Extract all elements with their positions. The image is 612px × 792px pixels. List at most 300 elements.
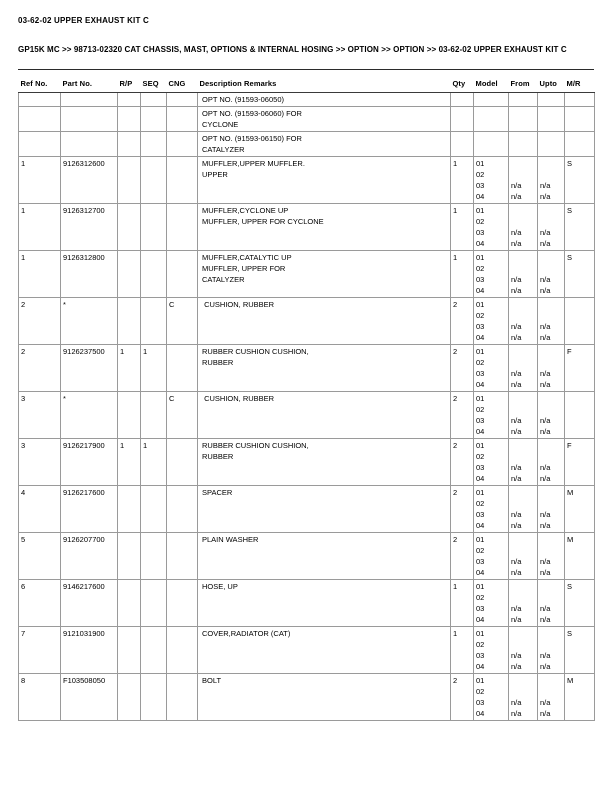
upto-cell-line: n/a bbox=[540, 368, 551, 378]
from-cell-line bbox=[511, 169, 535, 180]
from-cell-line bbox=[511, 639, 535, 650]
upto-cell-line bbox=[540, 628, 562, 639]
cng-cell bbox=[167, 626, 198, 673]
qty-cell: 2 bbox=[451, 438, 474, 485]
model-cell-line: 01 bbox=[476, 393, 485, 403]
model-cell-line: 04 bbox=[476, 520, 485, 530]
upto-cell-line bbox=[540, 346, 562, 357]
description-cell-line: CATALYZER bbox=[202, 274, 245, 284]
ref-no-cell: 6 bbox=[19, 579, 61, 626]
from-cell-line bbox=[511, 346, 535, 357]
part-no-cell: * bbox=[61, 391, 118, 438]
cng-cell bbox=[167, 344, 198, 391]
description-cell bbox=[198, 156, 451, 203]
qty-cell: 2 bbox=[451, 344, 474, 391]
seq-cell bbox=[141, 92, 167, 106]
rp-cell bbox=[118, 673, 141, 720]
table-row bbox=[19, 92, 595, 106]
model-cell-line: 01 bbox=[476, 440, 485, 450]
from-cell bbox=[509, 131, 538, 156]
model-cell-line: 02 bbox=[476, 404, 485, 414]
rp-cell bbox=[118, 203, 141, 250]
description-cell-line: CYCLONE bbox=[202, 119, 239, 129]
table-header-row bbox=[19, 70, 595, 93]
model-cell bbox=[474, 626, 509, 673]
cng-cell bbox=[167, 673, 198, 720]
column-header: Model bbox=[474, 70, 509, 93]
model-cell bbox=[474, 485, 509, 532]
part-no-cell: 9126217900 bbox=[61, 438, 118, 485]
cng-cell: C bbox=[167, 391, 198, 438]
from-cell-line bbox=[511, 592, 535, 603]
model-cell bbox=[474, 391, 509, 438]
model-cell bbox=[474, 297, 509, 344]
model-cell-line: 04 bbox=[476, 426, 485, 436]
qty-cell bbox=[451, 106, 474, 131]
qty-cell bbox=[451, 131, 474, 156]
description-cell-line: COVER,RADIATOR (CAT) bbox=[202, 628, 291, 638]
mr-cell: M bbox=[565, 485, 595, 532]
upto-cell-line: n/a bbox=[540, 462, 551, 472]
part-no-cell: 9126312800 bbox=[61, 250, 118, 297]
upto-cell-line bbox=[540, 451, 562, 462]
mr-cell bbox=[565, 297, 595, 344]
description-cell-line: UPPER bbox=[202, 169, 228, 179]
seq-cell: 1 bbox=[141, 438, 167, 485]
from-cell bbox=[509, 156, 538, 203]
model-cell-line: 03 bbox=[476, 697, 485, 707]
ref-no-cell: 1 bbox=[19, 250, 61, 297]
description-cell bbox=[198, 391, 451, 438]
mr-cell bbox=[565, 131, 595, 156]
model-cell-line: 01 bbox=[476, 628, 485, 638]
rp-cell bbox=[118, 297, 141, 344]
ref-no-cell bbox=[19, 131, 61, 156]
mr-cell: S bbox=[565, 250, 595, 297]
column-header: CNG bbox=[167, 70, 198, 93]
rp-cell bbox=[118, 106, 141, 131]
model-cell-line: 02 bbox=[476, 451, 485, 461]
from-cell-line bbox=[511, 545, 535, 556]
upto-cell-line: n/a bbox=[540, 227, 551, 237]
model-cell-line: 01 bbox=[476, 581, 485, 591]
from-cell bbox=[509, 92, 538, 106]
mr-cell: S bbox=[565, 203, 595, 250]
seq-cell bbox=[141, 532, 167, 579]
part-no-cell: F103508050 bbox=[61, 673, 118, 720]
mr-cell bbox=[565, 106, 595, 131]
from-cell-line: n/a bbox=[511, 379, 522, 389]
model-cell-line: 02 bbox=[476, 545, 485, 555]
seq-cell bbox=[141, 250, 167, 297]
from-cell-line: n/a bbox=[511, 661, 522, 671]
description-cell-line: BOLT bbox=[202, 675, 222, 685]
parts-table-body bbox=[19, 92, 595, 720]
upto-cell-line bbox=[540, 534, 562, 545]
description-cell bbox=[198, 579, 451, 626]
upto-cell-line: n/a bbox=[540, 509, 551, 519]
description-cell bbox=[198, 92, 451, 106]
rp-cell bbox=[118, 579, 141, 626]
part-no-cell: 9146217600 bbox=[61, 579, 118, 626]
qty-cell: 1 bbox=[451, 626, 474, 673]
from-cell-line bbox=[511, 263, 535, 274]
upto-cell bbox=[538, 438, 565, 485]
upto-cell-line bbox=[540, 639, 562, 650]
description-cell-line: CUSHION, RUBBER bbox=[202, 393, 275, 403]
mr-cell: F bbox=[565, 344, 595, 391]
model-cell-line: 03 bbox=[476, 556, 485, 566]
rp-cell bbox=[118, 250, 141, 297]
qty-cell: 2 bbox=[451, 532, 474, 579]
model-cell-line: 02 bbox=[476, 639, 485, 649]
mr-cell: F bbox=[565, 438, 595, 485]
description-cell-line: OPT NO. (91593-06050) bbox=[202, 94, 284, 104]
seq-cell bbox=[141, 203, 167, 250]
model-cell-line: 01 bbox=[476, 158, 485, 168]
ref-no-cell: 4 bbox=[19, 485, 61, 532]
from-cell-line: n/a bbox=[511, 697, 522, 707]
model-cell-line: 04 bbox=[476, 708, 485, 718]
table-row bbox=[19, 673, 595, 720]
from-cell-line bbox=[511, 451, 535, 462]
breadcrumb: GP15K MC >> 98713-02320 CAT CHASSIS, MAST, OPTIONS & INTERNAL HOSING >> OPTION >> OPTION >> 03-62-02 UPPER EXHAUST KIT C bbox=[18, 45, 567, 54]
description-cell-line: MUFFLER,CYCLONE UP bbox=[202, 205, 289, 215]
seq-cell bbox=[141, 673, 167, 720]
table-row bbox=[19, 438, 595, 485]
model-cell-line: 03 bbox=[476, 509, 485, 519]
description-cell-line: CATALYZER bbox=[202, 144, 245, 154]
upto-cell-line bbox=[540, 310, 562, 321]
description-cell-line: MUFFLER, UPPER FOR CYCLONE bbox=[202, 216, 324, 226]
seq-cell: 1 bbox=[141, 344, 167, 391]
upto-cell bbox=[538, 626, 565, 673]
from-cell-line bbox=[511, 581, 535, 592]
seq-cell bbox=[141, 626, 167, 673]
upto-cell-line: n/a bbox=[540, 614, 551, 624]
description-cell-line: MUFFLER,UPPER MUFFLER. bbox=[202, 158, 305, 168]
model-cell bbox=[474, 344, 509, 391]
from-cell bbox=[509, 579, 538, 626]
from-cell-line bbox=[511, 498, 535, 509]
model-cell-line: 01 bbox=[476, 487, 485, 497]
model-cell-line: 04 bbox=[476, 191, 485, 201]
model-cell-line: 01 bbox=[476, 252, 485, 262]
model-cell bbox=[474, 92, 509, 106]
model-cell-line: 03 bbox=[476, 180, 485, 190]
description-cell-line: RUBBER CUSHION CUSHION, bbox=[202, 440, 309, 450]
model-cell-line: 01 bbox=[476, 205, 485, 215]
model-cell-line: 04 bbox=[476, 661, 485, 671]
description-cell-line: SPACER bbox=[202, 487, 233, 497]
model-cell-line: 01 bbox=[476, 299, 485, 309]
column-header: Upto bbox=[538, 70, 565, 93]
model-cell-line: 02 bbox=[476, 592, 485, 602]
from-cell-line bbox=[511, 357, 535, 368]
model-cell-line: 02 bbox=[476, 216, 485, 226]
rp-cell bbox=[118, 485, 141, 532]
part-no-cell: 9126217600 bbox=[61, 485, 118, 532]
model-cell-line: 04 bbox=[476, 238, 485, 248]
table-row bbox=[19, 626, 595, 673]
from-cell-line bbox=[511, 205, 535, 216]
description-cell-line: MUFFLER, UPPER FOR bbox=[202, 263, 286, 273]
upto-cell bbox=[538, 485, 565, 532]
upto-cell-line bbox=[540, 487, 562, 498]
model-cell-line: 03 bbox=[476, 274, 485, 284]
cng-cell bbox=[167, 438, 198, 485]
from-cell bbox=[509, 532, 538, 579]
description-cell bbox=[198, 485, 451, 532]
model-cell-line: 01 bbox=[476, 346, 485, 356]
upto-cell-line bbox=[540, 299, 562, 310]
description-cell-line: RUBBER bbox=[202, 357, 234, 367]
table-row bbox=[19, 485, 595, 532]
upto-cell bbox=[538, 106, 565, 131]
upto-cell-line bbox=[540, 169, 562, 180]
upto-cell-line: n/a bbox=[540, 191, 551, 201]
cng-cell bbox=[167, 156, 198, 203]
ref-no-cell: 8 bbox=[19, 673, 61, 720]
from-cell-line: n/a bbox=[511, 650, 522, 660]
from-cell bbox=[509, 626, 538, 673]
upto-cell-line: n/a bbox=[540, 650, 551, 660]
upto-cell-line bbox=[540, 404, 562, 415]
cng-cell bbox=[167, 532, 198, 579]
upto-cell-line: n/a bbox=[540, 708, 551, 718]
column-header: Description Remarks bbox=[198, 70, 451, 93]
model-cell-line: 02 bbox=[476, 357, 485, 367]
rp-cell bbox=[118, 92, 141, 106]
upto-cell-line: n/a bbox=[540, 415, 551, 425]
column-header: M/R bbox=[565, 70, 595, 93]
from-cell-line: n/a bbox=[511, 509, 522, 519]
upto-cell-line bbox=[540, 216, 562, 227]
from-cell-line: n/a bbox=[511, 556, 522, 566]
mr-cell: S bbox=[565, 156, 595, 203]
upto-cell bbox=[538, 131, 565, 156]
cng-cell bbox=[167, 579, 198, 626]
model-cell-line: 04 bbox=[476, 567, 485, 577]
part-no-cell: 9121031900 bbox=[61, 626, 118, 673]
from-cell-line: n/a bbox=[511, 473, 522, 483]
from-cell-line: n/a bbox=[511, 614, 522, 624]
mr-cell bbox=[565, 391, 595, 438]
upto-cell-line: n/a bbox=[540, 520, 551, 530]
rp-cell bbox=[118, 391, 141, 438]
model-cell bbox=[474, 156, 509, 203]
mr-cell: M bbox=[565, 673, 595, 720]
model-cell-line: 03 bbox=[476, 603, 485, 613]
table-row bbox=[19, 250, 595, 297]
qty-cell: 2 bbox=[451, 485, 474, 532]
from-cell bbox=[509, 344, 538, 391]
description-cell-line: PLAIN WASHER bbox=[202, 534, 259, 544]
qty-cell: 1 bbox=[451, 156, 474, 203]
from-cell bbox=[509, 391, 538, 438]
description-cell bbox=[198, 250, 451, 297]
upto-cell-line bbox=[540, 498, 562, 509]
upto-cell-line: n/a bbox=[540, 321, 551, 331]
rp-cell: 1 bbox=[118, 438, 141, 485]
from-cell-line: n/a bbox=[511, 227, 522, 237]
cng-cell bbox=[167, 250, 198, 297]
from-cell-line: n/a bbox=[511, 520, 522, 530]
model-cell-line: 02 bbox=[476, 263, 485, 273]
page-title: 03-62-02 UPPER EXHAUST KIT C bbox=[18, 16, 149, 25]
description-cell bbox=[198, 297, 451, 344]
table-row bbox=[19, 156, 595, 203]
upto-cell-line bbox=[540, 581, 562, 592]
from-cell-line: n/a bbox=[511, 603, 522, 613]
from-cell-line: n/a bbox=[511, 368, 522, 378]
description-cell bbox=[198, 438, 451, 485]
from-cell-line bbox=[511, 686, 535, 697]
from-cell bbox=[509, 673, 538, 720]
from-cell-line bbox=[511, 158, 535, 169]
ref-no-cell bbox=[19, 92, 61, 106]
upto-cell bbox=[538, 203, 565, 250]
description-cell-line: OPT NO. (91593-06150) FOR bbox=[202, 133, 302, 143]
upto-cell-line: n/a bbox=[540, 180, 551, 190]
from-cell-line bbox=[511, 628, 535, 639]
parts-table bbox=[18, 70, 595, 721]
part-no-cell: 9126312600 bbox=[61, 156, 118, 203]
seq-cell bbox=[141, 579, 167, 626]
from-cell-line bbox=[511, 252, 535, 263]
model-cell bbox=[474, 250, 509, 297]
model-cell bbox=[474, 106, 509, 131]
cng-cell bbox=[167, 131, 198, 156]
seq-cell bbox=[141, 485, 167, 532]
from-cell-line bbox=[511, 487, 535, 498]
model-cell-line: 02 bbox=[476, 169, 485, 179]
description-cell bbox=[198, 344, 451, 391]
table-row bbox=[19, 297, 595, 344]
rp-cell bbox=[118, 532, 141, 579]
description-cell-line: RUBBER bbox=[202, 451, 234, 461]
qty-cell: 1 bbox=[451, 579, 474, 626]
from-cell-line: n/a bbox=[511, 426, 522, 436]
upto-cell-line bbox=[540, 592, 562, 603]
description-cell-line: OPT NO. (91593-06060) FOR bbox=[202, 108, 302, 118]
part-no-cell bbox=[61, 131, 118, 156]
upto-cell-line: n/a bbox=[540, 567, 551, 577]
column-header: Part No. bbox=[61, 70, 118, 93]
description-cell bbox=[198, 673, 451, 720]
upto-cell-line: n/a bbox=[540, 473, 551, 483]
ref-no-cell: 2 bbox=[19, 297, 61, 344]
upto-cell-line bbox=[540, 357, 562, 368]
part-no-cell: 9126312700 bbox=[61, 203, 118, 250]
model-cell-line: 03 bbox=[476, 462, 485, 472]
description-cell-line: RUBBER CUSHION CUSHION, bbox=[202, 346, 309, 356]
seq-cell bbox=[141, 106, 167, 131]
from-cell bbox=[509, 250, 538, 297]
upto-cell-line: n/a bbox=[540, 556, 551, 566]
from-cell bbox=[509, 438, 538, 485]
mr-cell: S bbox=[565, 626, 595, 673]
rp-cell: 1 bbox=[118, 344, 141, 391]
cng-cell bbox=[167, 106, 198, 131]
upto-cell bbox=[538, 344, 565, 391]
upto-cell-line bbox=[540, 440, 562, 451]
model-cell-line: 03 bbox=[476, 368, 485, 378]
from-cell-line bbox=[511, 299, 535, 310]
ref-no-cell: 7 bbox=[19, 626, 61, 673]
from-cell-line: n/a bbox=[511, 238, 522, 248]
from-cell-line bbox=[511, 310, 535, 321]
part-no-cell: 9126237500 bbox=[61, 344, 118, 391]
upto-cell bbox=[538, 92, 565, 106]
model-cell-line: 03 bbox=[476, 227, 485, 237]
mr-cell: S bbox=[565, 579, 595, 626]
model-cell bbox=[474, 203, 509, 250]
ref-no-cell: 3 bbox=[19, 391, 61, 438]
upto-cell bbox=[538, 250, 565, 297]
qty-cell: 1 bbox=[451, 250, 474, 297]
table-row bbox=[19, 106, 595, 131]
rp-cell bbox=[118, 156, 141, 203]
model-cell-line: 02 bbox=[476, 686, 485, 696]
model-cell-line: 01 bbox=[476, 534, 485, 544]
from-cell-line: n/a bbox=[511, 180, 522, 190]
column-header: R/P bbox=[118, 70, 141, 93]
model-cell-line: 04 bbox=[476, 332, 485, 342]
cng-cell bbox=[167, 92, 198, 106]
description-cell bbox=[198, 532, 451, 579]
table-row bbox=[19, 131, 595, 156]
model-cell-line: 01 bbox=[476, 675, 485, 685]
upto-cell bbox=[538, 391, 565, 438]
description-cell-line: HOSE, UP bbox=[202, 581, 238, 591]
column-header: From bbox=[509, 70, 538, 93]
ref-no-cell: 3 bbox=[19, 438, 61, 485]
from-cell-line: n/a bbox=[511, 191, 522, 201]
column-header: SEQ bbox=[141, 70, 167, 93]
upto-cell-line: n/a bbox=[540, 426, 551, 436]
upto-cell-line bbox=[540, 675, 562, 686]
ref-no-cell: 1 bbox=[19, 203, 61, 250]
table-row bbox=[19, 344, 595, 391]
upto-cell-line: n/a bbox=[540, 274, 551, 284]
qty-cell: 1 bbox=[451, 203, 474, 250]
table-row bbox=[19, 579, 595, 626]
from-cell-line bbox=[511, 393, 535, 404]
part-no-cell: * bbox=[61, 297, 118, 344]
upto-cell-line: n/a bbox=[540, 661, 551, 671]
model-cell-line: 04 bbox=[476, 473, 485, 483]
upto-cell-line bbox=[540, 252, 562, 263]
description-cell bbox=[198, 203, 451, 250]
part-no-cell bbox=[61, 106, 118, 131]
from-cell-line: n/a bbox=[511, 567, 522, 577]
upto-cell bbox=[538, 532, 565, 579]
model-cell bbox=[474, 579, 509, 626]
description-cell bbox=[198, 626, 451, 673]
model-cell bbox=[474, 438, 509, 485]
model-cell-line: 03 bbox=[476, 321, 485, 331]
model-cell bbox=[474, 673, 509, 720]
cng-cell: C bbox=[167, 297, 198, 344]
upto-cell-line bbox=[540, 205, 562, 216]
description-cell-line: MUFFLER,CATALYTIC UP bbox=[202, 252, 292, 262]
from-cell-line: n/a bbox=[511, 415, 522, 425]
model-cell bbox=[474, 131, 509, 156]
upto-cell-line: n/a bbox=[540, 238, 551, 248]
ref-no-cell: 1 bbox=[19, 156, 61, 203]
seq-cell bbox=[141, 131, 167, 156]
